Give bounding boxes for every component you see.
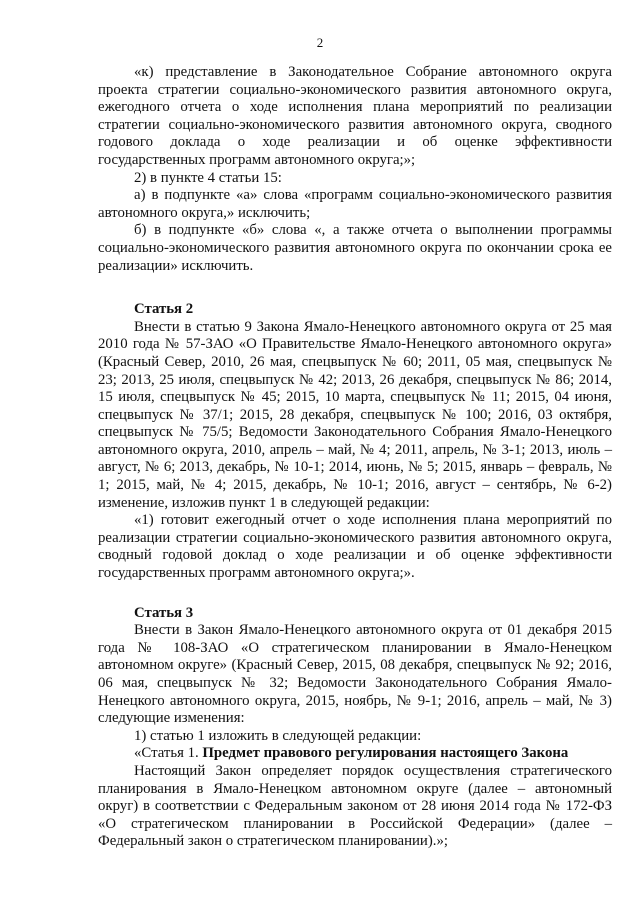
intro-paragraph-b: б) в подпункте «б» слова «, а также отчета о выполнении программы социально-экономического развития автономного округа по окончании срока ее реализации» исключить. <box>98 222 612 274</box>
article-2-paragraph-1: Внести в статью 9 Закона Ямало-Ненецкого автономного округа от 25 мая 2010 года № 57-ЗАО «О Правительстве Ямало-Ненецкого автономного округа» (Красный Север, 2010, 26 мая, спецвыпуск № 60; 2011, 05 мая, спецвыпуск № 23; 2013, 25 июля, спецвыпуск № 42; 2013, 26 декабря, спецвыпуск № 86; 2014, 15 июля, спецвыпуск № 45; 2015, 10 марта, спецвыпуск № 11; 2015, 04 июня, спецвыпуск № 37/1; 2015, 28 декабря, спецвыпуск № 100; 2016, 03 октября, спецвыпуск № 75/5; Ведомости Законодательного Собрания Ямало-Ненецкого автономного округа, 2010, апрель – май, № 4; 2011, апрель, № 3-1; 2013, июль – август, № 6; 2013, декабрь, № 10-1; 2014, июнь, № 5; 2015, январь – февраль, № 1; 2015, май, № 4; 2015, декабрь, № 10-1; 2016, август – сентябрь, № 6-2) изменение, изложив пункт 1 в следующей редакции: <box>98 318 612 511</box>
page-number: 2 <box>316 35 324 50</box>
intro-paragraph-k: «к) представление в Законодательное Собрание автономного округа проекта стратегии социально-экономического развития автономного округа, ежегодного отчета о ходе исполнения плана мероприятий по реализации стратегии социально-экономического развития автономного округа, сводного годового доклада о ходе реализации и об оценке эффективности государственных программ автономного округа;»; <box>98 64 612 168</box>
intro-paragraph-a: а) в подпункте «а» слова «программ социально-экономического развития автономного округа,» исключить; <box>98 187 612 221</box>
article-3-paragraph-3 <box>98 745 612 763</box>
article-2-heading: Статья 2 <box>134 301 194 318</box>
article-1-prefix: «Статья 1. <box>134 745 203 762</box>
article-3-paragraph-4: Настоящий Закон определяет порядок осуществления стратегического планирования в Ямало-Ненецком автономном округе (далее – автономный округ) в соответствии с Федеральным законом от 28 июня 2014 года № 172-ФЗ «О стратегическом планировании в Российской Федерации» (далее – Федеральный закон о стратегическом планировании).»; <box>98 762 612 850</box>
article-3-heading: Статья 3 <box>134 604 194 621</box>
intro-paragraph-2: 2) в пункте 4 статьи 15: <box>134 169 282 186</box>
article-1-title: Предмет правового регулирования настоящего Закона <box>202 745 569 762</box>
article-3-paragraph-1: Внести в Закон Ямало-Ненецкого автономного округа от 01 декабря 2015 года № 108-ЗАО «О стратегическом планировании в Ямало-Ненецком автономном округе» (Красный Север, 2015, 08 декабря, спецвыпуск № 92; 2016, 06 мая, спецвыпуск № 32; Ведомости Законодательного Собрания Ямало-Ненецкого автономного округа, 2015, ноябрь, № 9-1; 2016, апрель – май, № 3) следующие изменения: <box>98 622 612 727</box>
document-body <box>98 64 612 851</box>
article-3-paragraph-2: 1) статью 1 изложить в следующей редакции: <box>134 727 422 744</box>
article-2-paragraph-2: «1) готовит ежегодный отчет о ходе исполнения плана мероприятий по реализации стратегии социально-экономического развития автономного округа, сводный годовой доклад о ходе реализации и об оценке эффективности государственных программ автономного округа;». <box>98 512 612 582</box>
